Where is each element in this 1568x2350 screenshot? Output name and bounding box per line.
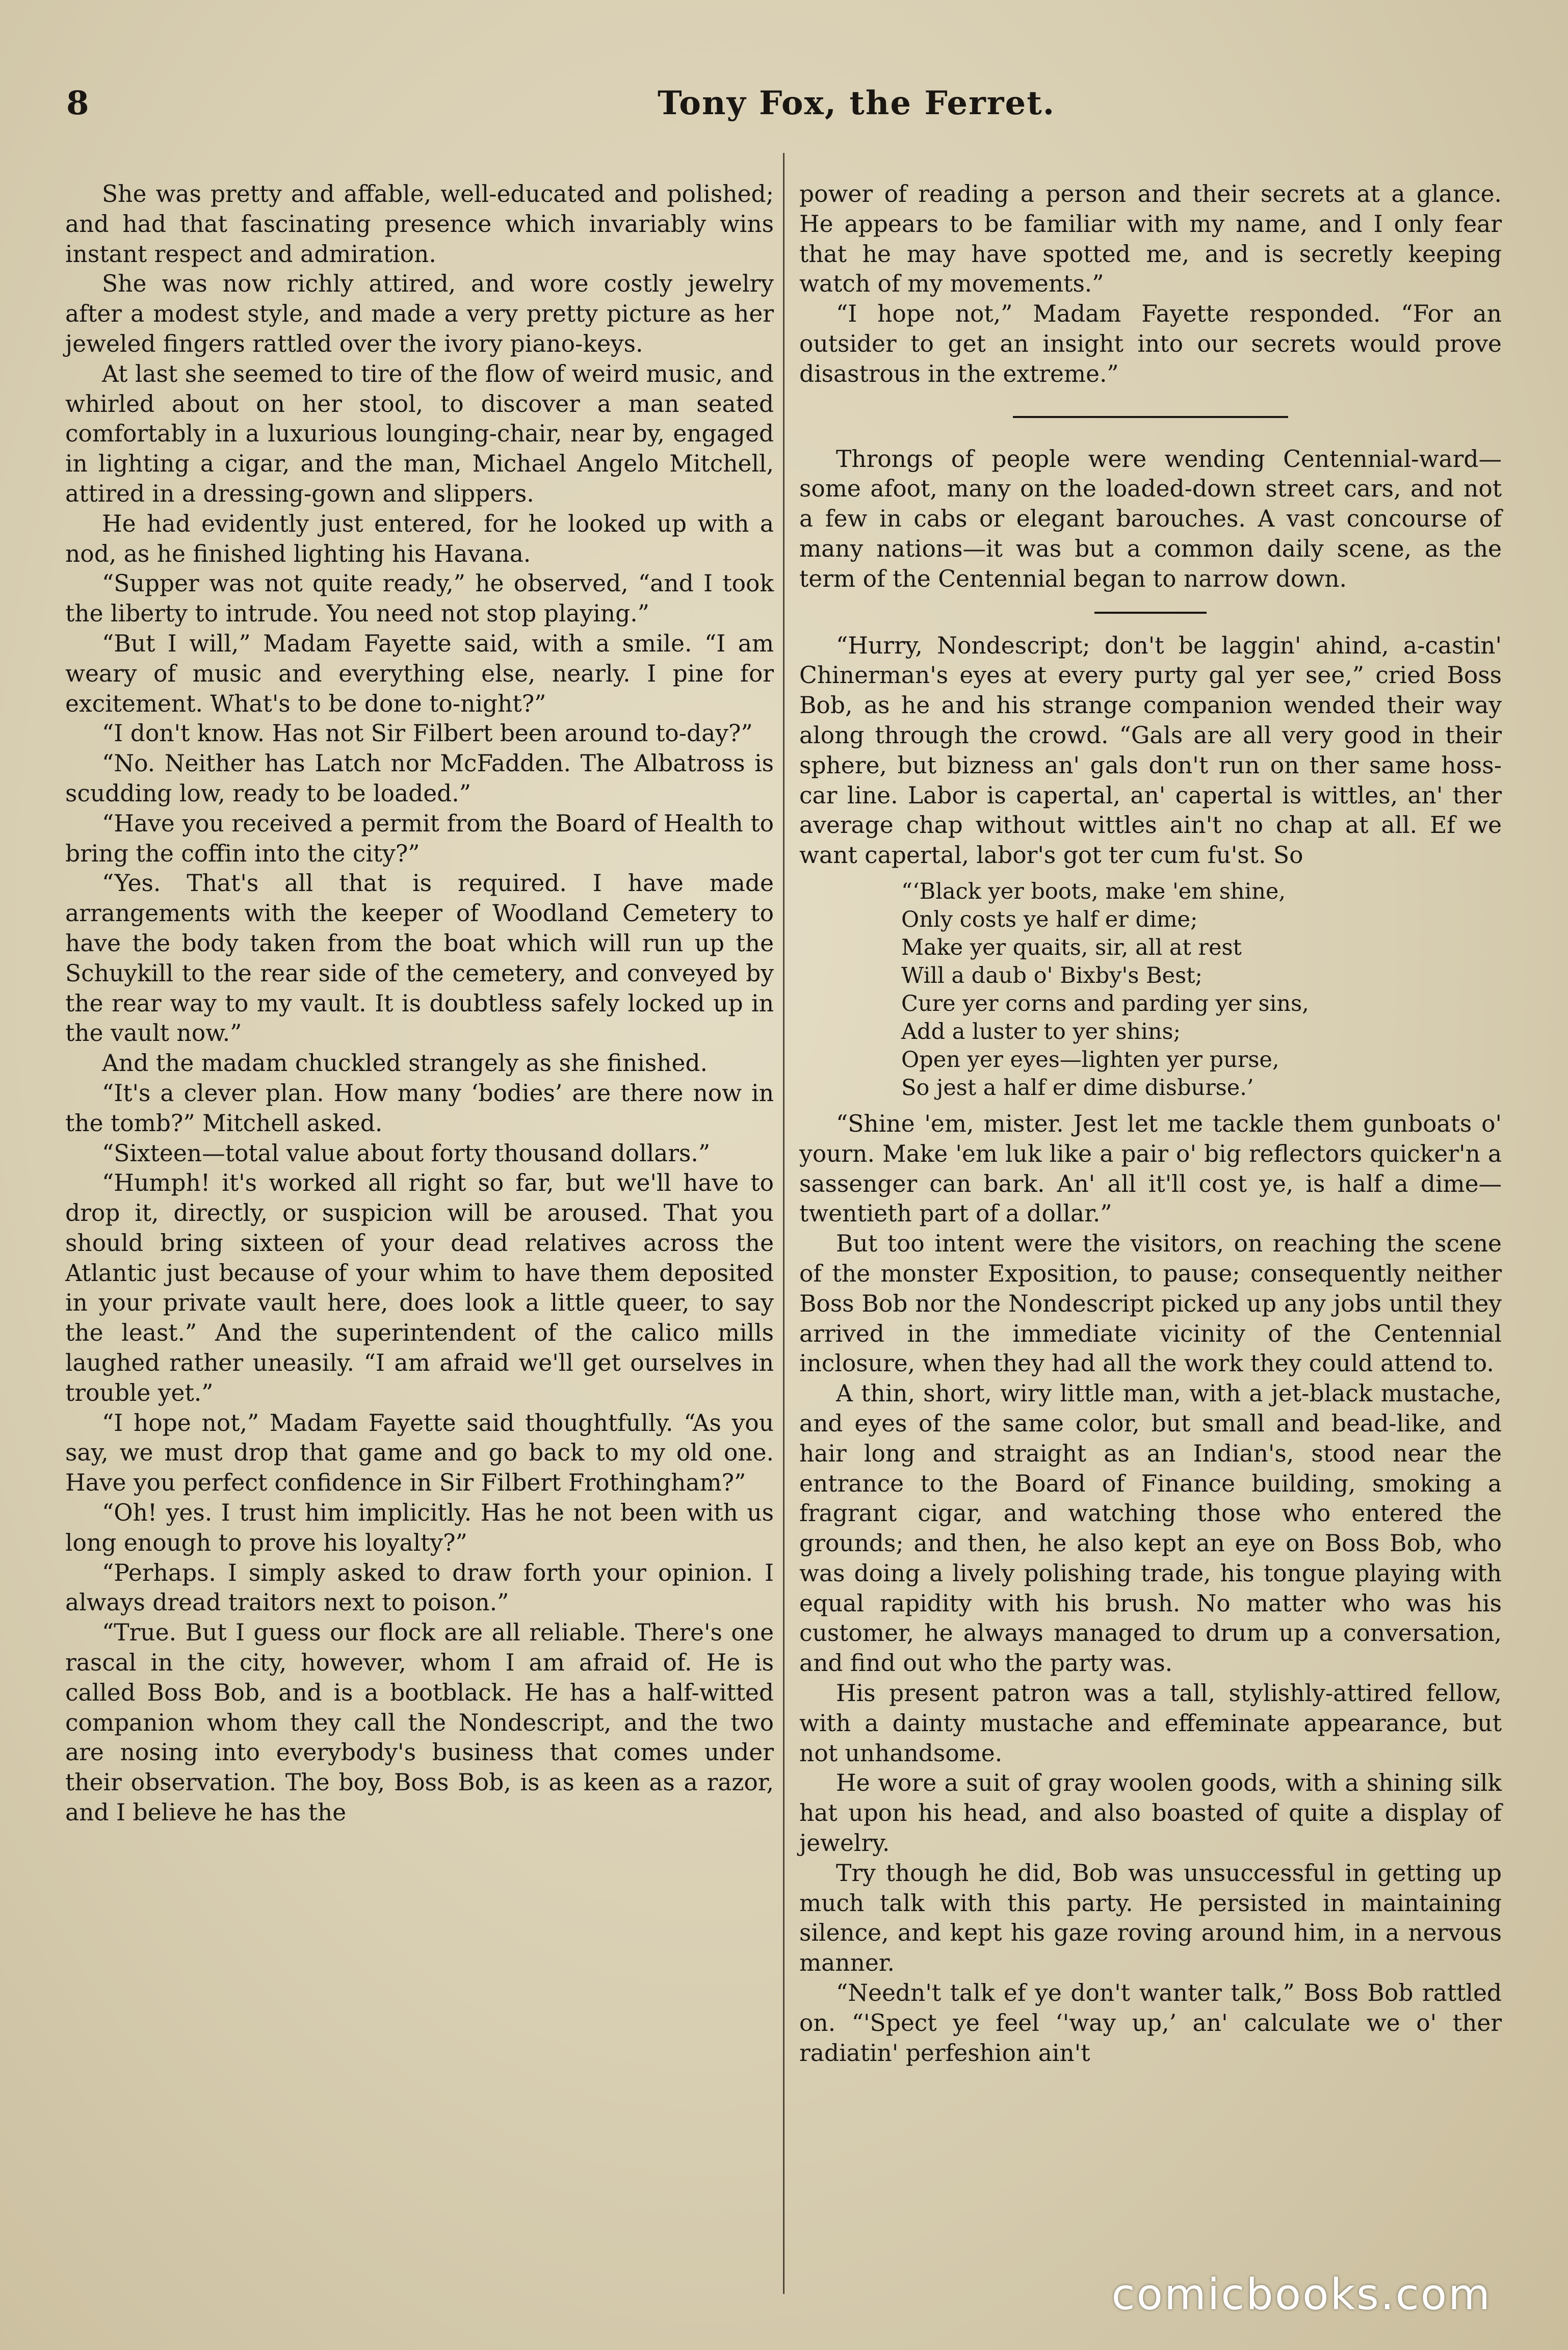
paragraph: He had evidently just entered, for he looked up with a nod, as he finished lighting his Havana.: [65, 510, 774, 567]
paragraph: “Needn't talk ef ye don't wanter talk,” Boss Bob rattled on. “'Spect ye feel ‘'way up,’ an' calculate we o' ther radiatin' perfeshion ain't: [799, 1979, 1502, 2067]
paragraph: “Have you received a permit from the Board of Health to bring the coffin into the city?”: [65, 810, 774, 867]
left-column: [65, 179, 774, 1828]
right-column: [799, 179, 1502, 2068]
paragraph: “Shine 'em, mister. Jest let me tackle them gunboats o' yourn. Make 'em luk like a pair o' big reflectors quicker'n a sassenger can bark. An' all it'll cost ye, is half a dime—twentieth part of a dollar.”: [799, 1110, 1502, 1228]
paragraph: “I hope not,” Madam Fayette said thoughtfully. “As you say, we must drop that game and go back to my old one. Have you perfect confidence in Sir Filbert Frothingham?”: [65, 1409, 774, 1497]
paragraph: He wore a suit of gray woolen goods, with a shining silk hat upon his head, and also boasted of quite a display of jewelry.: [799, 1769, 1502, 1857]
paragraph: “Yes. That's all that is required. I have made arrangements with the keeper of Woodland Cemetery to have the body taken from the boat which will run up the Schuykill to the rear side of the cemetery, and conveyed by the rear way to my vault. It is doubtless safely locked up in the vault now.”: [65, 870, 774, 1047]
paragraph: “Humph! it's worked all right so far, but we'll have to drop it, directly, or suspicion will be aroused. That you should bring sixteen of your dead relatives across the Atlantic just because of your whim to have them deposited in your private vault here, does look a little queer, to say the least.” And the superintendent of the calico mills laughed rather uneasily. “I am afraid we'll get ourselves in trouble yet.”: [65, 1169, 774, 1406]
paragraph: But too intent were the visitors, on reaching the scene of the monster Exposition, to pause; consequently neither Boss Bob nor the Nondescript picked up any jobs until they arrived in the immediate vicinity of the Centennial inclosure, when they had all the work they could attend to.: [799, 1230, 1502, 1377]
paragraph: “I hope not,” Madam Fayette responded. “For an outsider to get an insight into our secrets would prove disastrous in the extreme.”: [799, 300, 1502, 387]
verse-line: Make yer quaits, sir, all at rest: [901, 934, 1242, 960]
running-title: Tony Fox, the Ferret.: [658, 84, 1056, 122]
paragraph: Try though he did, Bob was unsuccessful in getting up much talk with this party. He persisted in maintaining silence, and kept his gaze roving around him, in a nervous manner.: [799, 1859, 1502, 1977]
verse-line: So jest a half er dime disburse.’: [901, 1075, 1254, 1101]
page-header: [66, 84, 1527, 130]
section-divider: [1094, 612, 1207, 614]
watermark: comicbooks.com: [1111, 2269, 1492, 2319]
verse-block: [799, 878, 1502, 1102]
paragraph: At last she seemed to tire of the flow of weird music, and whirled about on her stool, to discover a man seated comfortably in a luxurious lounging-chair, near by, engaged in lighting a cigar, and the man, Michael Angelo Mitchell, attired in a dressing-gown and slippers.: [65, 360, 774, 507]
verse-line: Will a daub o' Bixby's Best;: [901, 962, 1203, 988]
paragraph: “Perhaps. I simply asked to draw forth your opinion. I always dread traitors next to poison.”: [65, 1559, 774, 1616]
verse-line: Cure yer corns and parding yer sins,: [901, 990, 1309, 1016]
paragraph-continued: power of reading a person and their secrets at a glance. He appears to be familiar with my name, and I only fear that he may have spotted me, and is secretly keeping watch of my movements.”: [799, 180, 1502, 298]
paragraph: And the madam chuckled strangely as she finished.: [102, 1050, 708, 1077]
verse-line: Only costs ye half er dime;: [901, 906, 1198, 932]
paragraph: His present patron was a tall, stylishly-attired fellow, with a dainty mustache and effeminate appearance, but not unhandsome.: [799, 1680, 1502, 1767]
paragraph: “Supper was not quite ready,” he observed, “and I took the liberty to intrude. You need not stop playing.”: [65, 570, 774, 628]
paragraph: “True. But I guess our flock are all reliable. There's one rascal in the city, however, whom I am afraid of. He is called Boss Bob, and is a bootblack. He has a half-witted companion whom they call the Nondescript, and the two are nosing into everybody's business that comes under their observation. The boy, Boss Bob, is as keen as a razor, and I believe he has the: [65, 1619, 774, 1826]
paragraph: “Sixteen—total value about forty thousand dollars.”: [102, 1139, 711, 1167]
paragraph: “Oh! yes. I trust him implicitly. Has he not been with us long enough to prove his loyalty?”: [65, 1499, 774, 1556]
paragraph: “I don't know. Has not Sir Filbert been around to-day?”: [102, 720, 753, 747]
column-divider: [783, 153, 785, 2294]
paragraph: A thin, short, wiry little man, with a jet-black mustache, and eyes of the same color, but small and bead-like, and hair long and straight as an Indian's, stood near the entrance to the Board of Finance building, smoking a fragrant cigar, and watching those who entered the grounds; and then, he also kept an eye on Boss Bob, who was doing a lively polishing trade, his tongue playing with equal rapidity with his brush. No matter who was his customer, he always managed to drum up a conversation, and find out who the party was.: [799, 1380, 1502, 1677]
verse-line: Add a luster to yer shins;: [901, 1019, 1181, 1045]
paragraph: “It's a clever plan. How many ‘bodies’ are there now in the tomb?” Mitchell asked.: [65, 1079, 774, 1137]
section-divider: [1013, 416, 1288, 418]
paragraph: She was now richly attired, and wore costly jewelry after a modest style, and made a very pretty picture as her jeweled fingers rattled over the ivory piano-keys.: [65, 270, 774, 357]
paragraph: She was pretty and affable, well-educated and polished; and had that fascinating presence which invariably wins instant respect and admiration.: [65, 180, 774, 268]
verse-line: “‘Black yer boots, make 'em shine,: [901, 878, 1286, 904]
paragraph: “No. Neither has Latch nor McFadden. The Albatross is scudding low, ready to be loaded.”: [65, 750, 774, 807]
paragraph: “Hurry, Nondescript; don't be laggin' ahind, a-castin' Chinerman's eyes at every purty gal yer see,” cried Boss Bob, as he and his strange companion wended their way along through the crowd. “Gals are all very good in their sphere, but bizness an' gals don't run on ther same hoss-car line. Labor is capertal, an' capertal is wittles, an' ther average chap without wittles ain't no chap at all. Ef we want capertal, labor's got ter cum fu'st. So: [799, 632, 1502, 869]
verse-line: Open yer eyes—lighten yer purse,: [901, 1047, 1279, 1073]
paragraph: Throngs of people were wending Centennial-ward—some afoot, many on the loaded-down street cars, and not a few in cabs or elegant barouches. A vast concourse of many nations—it was but a common daily scene, as the term of the Centennial began to narrow down.: [799, 445, 1502, 592]
page-number: 8: [66, 84, 89, 122]
paragraph: “But I will,” Madam Fayette said, with a smile. “I am weary of music and everything else, nearly. I pine for excitement. What's to be done to-night?”: [65, 630, 774, 717]
